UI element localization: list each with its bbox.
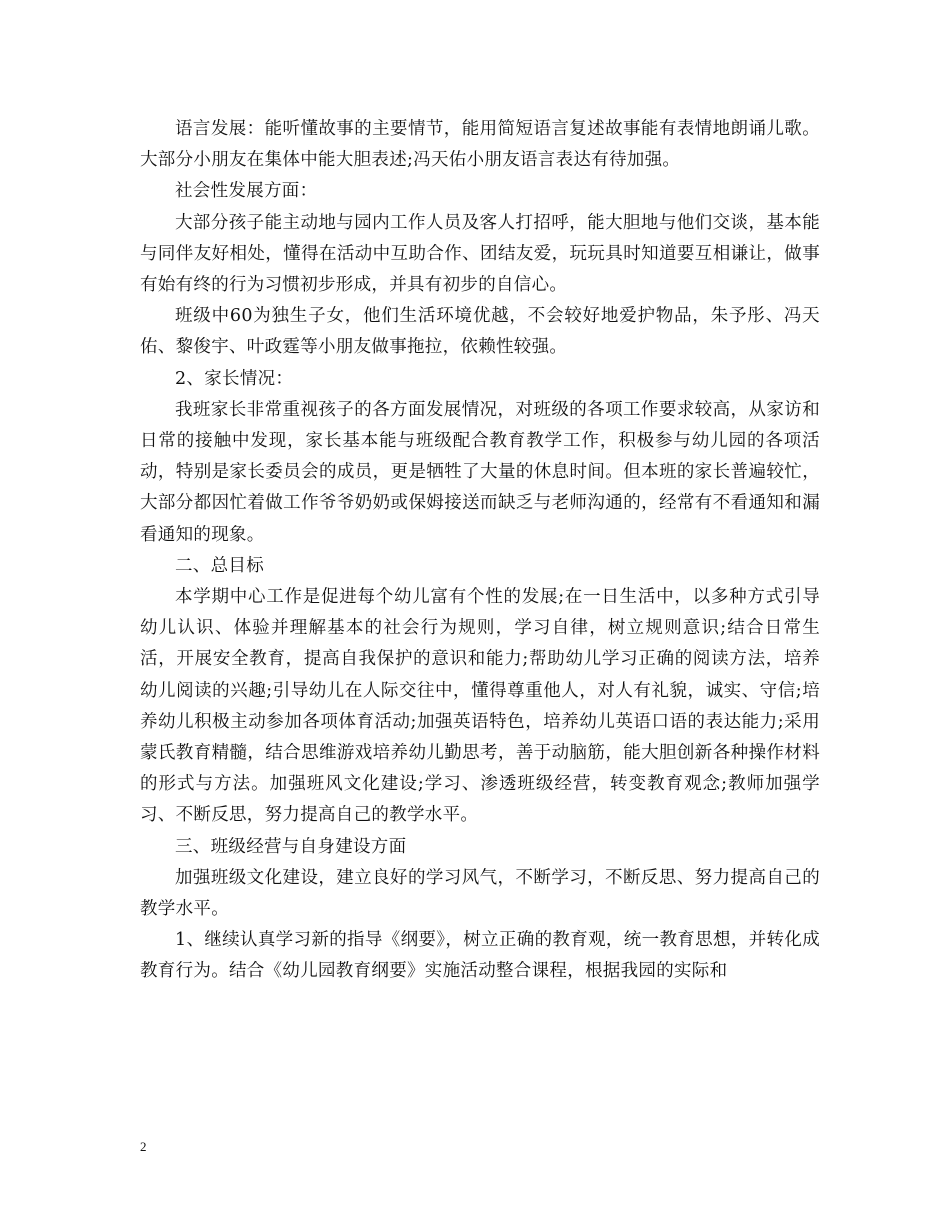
- paragraph-language-development: 语言发展：能听懂故事的主要情节，能用简短语言复述故事能有表情地朗诵儿歌。大部分小朋友在集体中能大胆表述;冯天佑小朋友语言表达有待加强。: [140, 119, 820, 171]
- paragraph-class-culture: 加强班级文化建设，建立良好的学习风气，不断学习，不断反思、努力提高自己的教学水平。: [140, 867, 820, 920]
- paragraph-social-heading: 社会性发展方面：: [175, 181, 318, 202]
- document-body: [140, 114, 820, 988]
- page-number: 2: [140, 1139, 147, 1154]
- paragraph-parents-heading: 2、家长情况：: [175, 368, 294, 389]
- section-heading-overall-goal: 二、总目标: [175, 555, 264, 576]
- paragraph-overall-goal: 本学期中心工作是促进每个幼儿富有个性的发展;在一日生活中，以多种方式引导幼儿认识、体验并理解基本的社会行为规则，学习自律，树立规则意识;结合日常生活，开展安全教育，提高自我保护的意识和能力;帮助幼儿学习正确的阅读方法，培养幼儿阅读的兴趣;引导幼儿在人际交往中，懂得尊重他人，对人有礼貌，诚实、守信;培养幼儿积极主动参加各项体育活动;加强英语特色，培养幼儿英语口语的表达能力;采用蒙氏教育精髓，结合思维游戏培养幼儿勤思考，善于动脑筋，能大胆创新各种操作材料的形式与方法。加强班风文化建设;学习、渗透班级经营，转变教育观念;教师加强学习、不断反思，努力提高自己的教学水平。: [140, 587, 820, 826]
- paragraph-social-development: 大部分孩子能主动地与园内工作人员及客人打招呼，能大胆地与他们交谈，基本能与同伴友好相处，懂得在活动中互助合作、团结友爱，玩玩具时知道要互相谦让，做事有始有终的行为习惯初步形成，并具有初步的自信心。: [140, 212, 820, 296]
- paragraph-parents-situation: 我班家长非常重视孩子的各方面发展情况，对班级的各项工作要求较高，从家访和日常的接触中发现，家长基本能与班级配合教育教学工作，积极参与幼儿园的各项活动，特别是家长委员会的成员，更是牺牲了大量的休息时间。但本班的家长普遍较忙，大部分都因忙着做工作爷爷奶奶或保姆接送而缺乏与老师沟通的，经常有不看通知和漏看通知的现象。: [140, 399, 820, 545]
- paragraph-study-guideline: 1、继续认真学习新的指导《纲要》，树立正确的教育观，统一教育思想，并转化成教育行为。结合《幼儿园教育纲要》实施活动整合课程，根据我园的实际和: [140, 930, 820, 982]
- section-heading-class-management: 三、班级经营与自身建设方面: [175, 836, 407, 857]
- paragraph-only-children: 班级中60为独生子女，他们生活环境优越，不会较好地爱护物品，朱予彤、冯天佑、黎俊宇、叶政霆等小朋友做事拖拉，依赖性较强。: [140, 306, 820, 358]
